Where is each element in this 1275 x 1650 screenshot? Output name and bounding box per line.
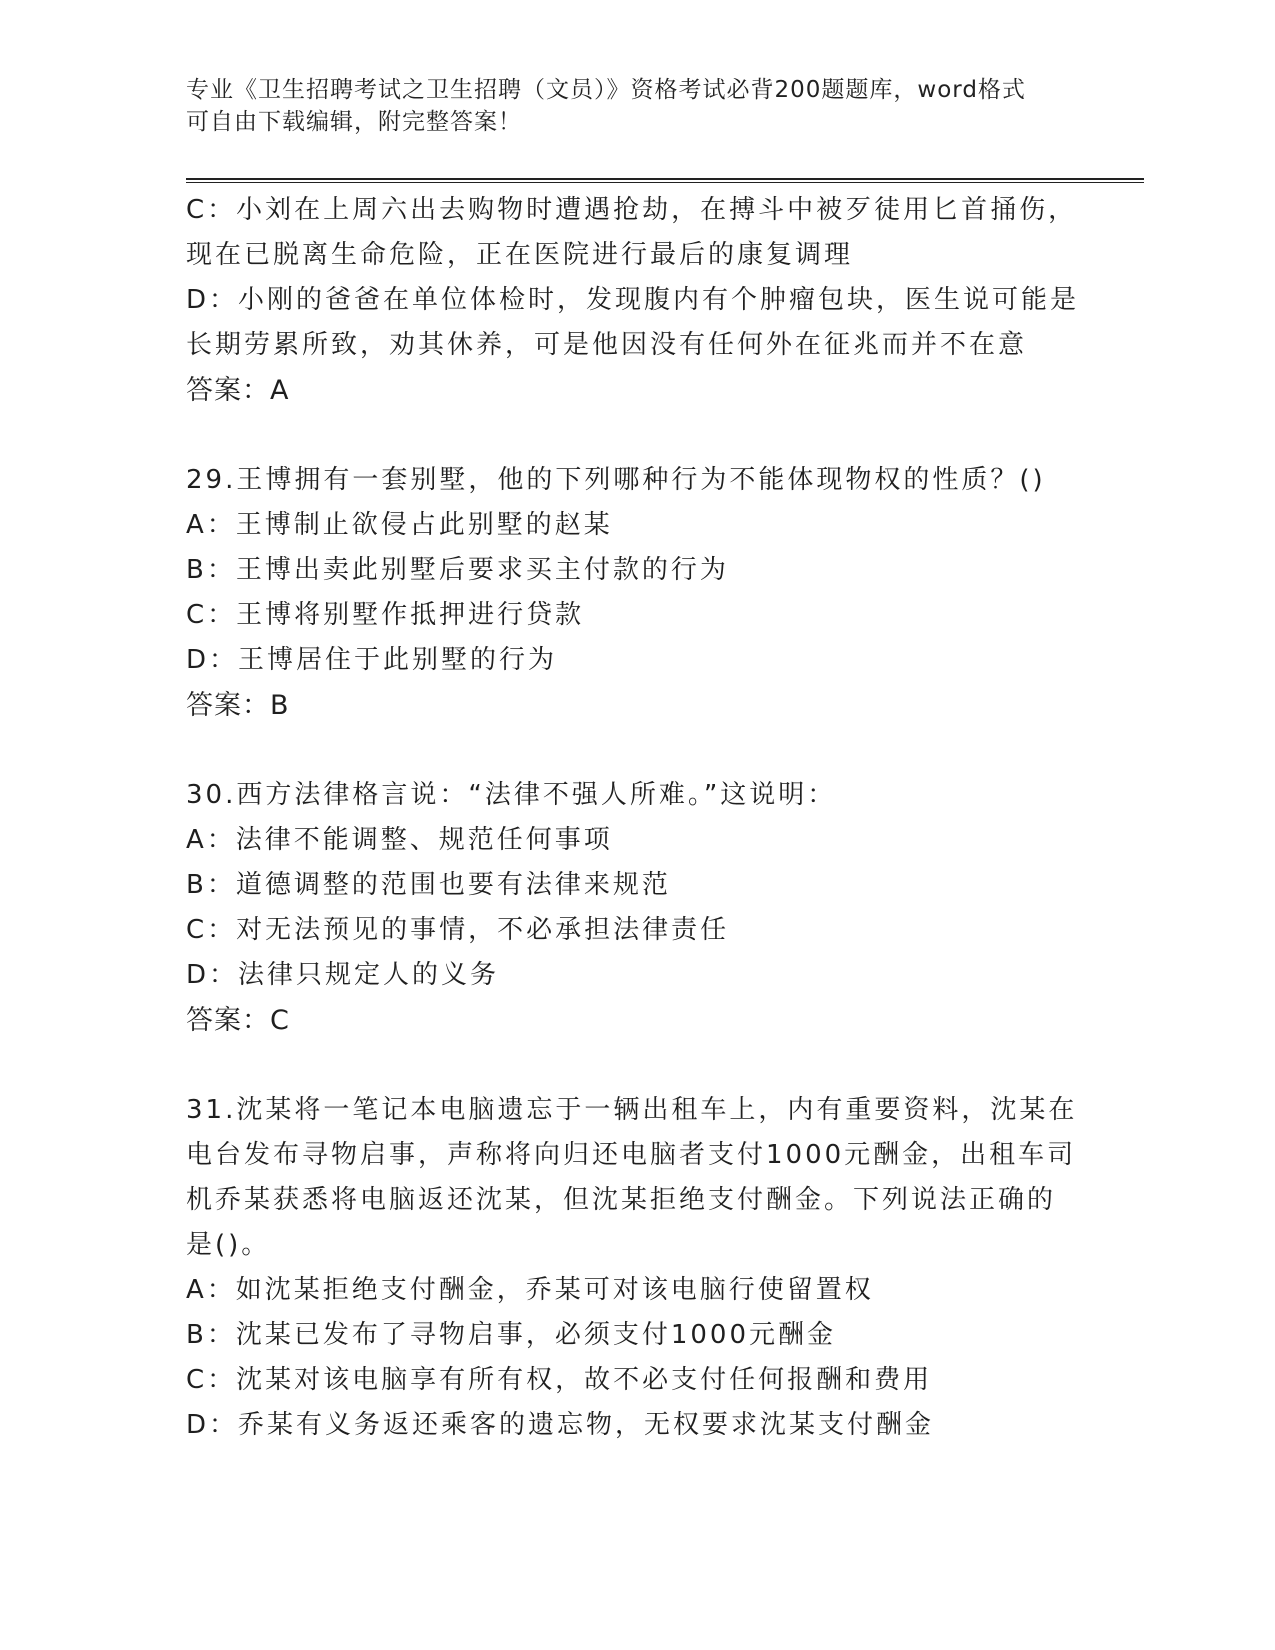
option-c-line-1: C：小刘在上周六出去购物时遭遇抢劫，在搏斗中被歹徒用匕首捅伤，	[186, 195, 1078, 225]
spacer	[186, 413, 1076, 458]
option-c: C：王博将别墅作抵押进行贷款	[186, 600, 585, 630]
document-header	[186, 74, 1066, 138]
option-a: A：如沈某拒绝支付酬金，乔某可对该电脑行使留置权	[186, 1275, 874, 1305]
answer-28: 答案：A	[186, 375, 290, 406]
option-d: D：法律只规定人的义务	[186, 960, 500, 990]
header-divider	[186, 178, 1144, 180]
option-d: D：王博居住于此别墅的行为	[186, 645, 558, 675]
option-c: C：沈某对该电脑享有所有权，故不必支付任何报酬和费用	[186, 1365, 933, 1395]
question-stem-line-1: 31.沈某将一笔记本电脑遗忘于一辆出租车上，内有重要资料，沈某在	[186, 1095, 1078, 1125]
option-b: B：道德调整的范围也要有法律来规范	[186, 870, 671, 900]
option-a: A：王博制止欲侵占此别墅的赵某	[186, 510, 613, 540]
header-line-1: 专业《卫生招聘考试之卫生招聘（文员）》资格考试必背200题题库，word格式	[186, 77, 1026, 103]
option-d: D：乔某有义务返还乘客的遗忘物，无权要求沈某支付酬金	[186, 1410, 935, 1440]
option-b: B：王博出卖此别墅后要求买主付款的行为	[186, 555, 729, 585]
question-stem-line-4: 是()。	[186, 1230, 271, 1260]
question-30	[186, 773, 1076, 1043]
header-line-2: 可自由下载编辑，附完整答案！	[186, 109, 522, 135]
answer-30: 答案：C	[186, 1005, 290, 1036]
question-stem-line-2: 电台发布寻物启事，声称将向归还电脑者支付1000元酬金，出租车司	[186, 1140, 1077, 1170]
question-stem-line-3: 机乔某获悉将电脑返还沈某，但沈某拒绝支付酬金。下列说法正确的	[186, 1185, 1057, 1215]
question-31	[186, 1088, 1076, 1448]
option-d-line-1: D：小刚的爸爸在单位体检时，发现腹内有个肿瘤包块，医生说可能是	[186, 285, 1080, 315]
spacer	[186, 1043, 1076, 1088]
question-stem: 29.王博拥有一套别墅，他的下列哪种行为不能体现物权的性质？()	[186, 465, 1046, 495]
question-29	[186, 458, 1076, 728]
answer-29: 答案：B	[186, 690, 290, 721]
option-c-line-2: 现在已脱离生命危险，正在医院进行最后的康复调理	[186, 240, 854, 270]
option-d-line-2: 长期劳累所致，劝其休养，可是他因没有任何外在征兆而并不在意	[186, 330, 1028, 360]
spacer	[186, 728, 1076, 773]
question-stem: 30.西方法律格言说：“法律不强人所难。”这说明：	[186, 780, 837, 810]
option-a: A：法律不能调整、规范任何事项	[186, 825, 613, 855]
option-c: C：对无法预见的事情，不必承担法律责任	[186, 915, 730, 945]
option-b: B：沈某已发布了寻物启事，必须支付1000元酬金	[186, 1320, 837, 1350]
question-28-continued	[186, 188, 1080, 413]
document-body	[186, 188, 1080, 1448]
